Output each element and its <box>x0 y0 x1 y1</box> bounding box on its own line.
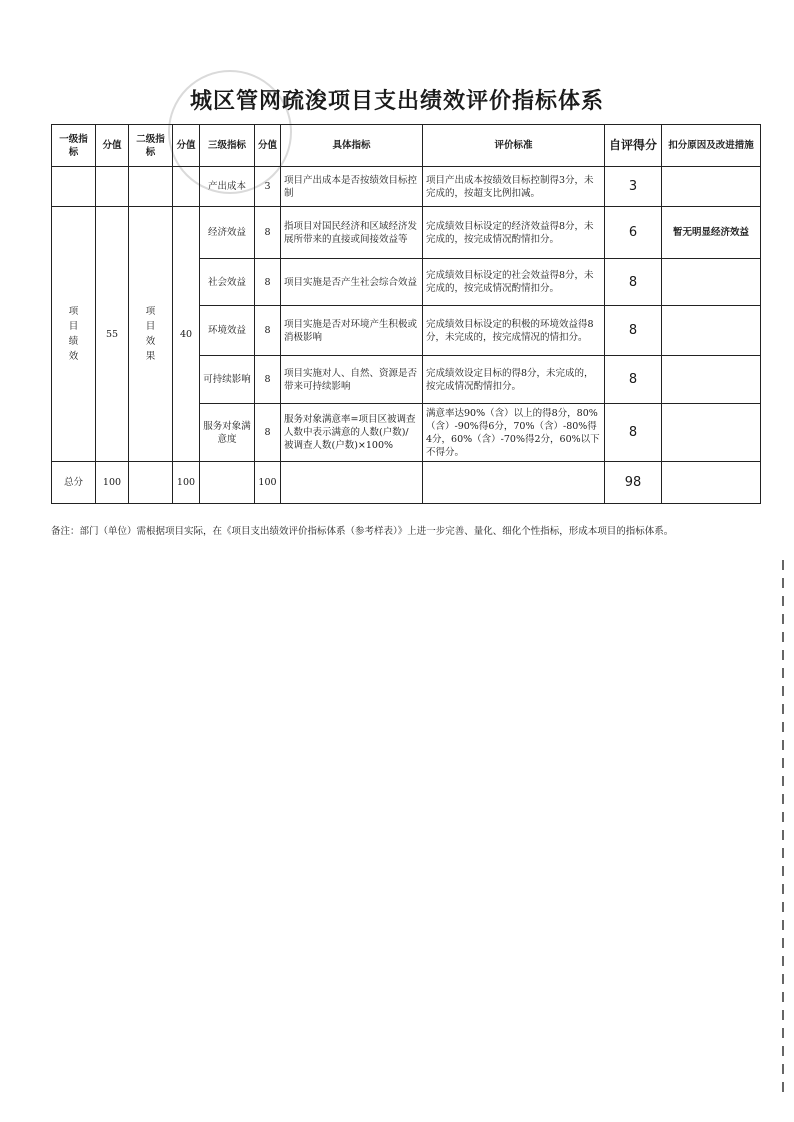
score-cell: 3 <box>255 167 281 207</box>
reason-cell: 暂无明显经济效益 <box>662 207 761 259</box>
table-header-row <box>52 125 761 167</box>
indicator-cell: 项目产出成本是否按绩效目标控制 <box>281 167 423 207</box>
header-indicator: 具体指标 <box>281 125 423 167</box>
criteria-cell: 完成绩效目标设定的经济效益得8分，未完成的，按完成情况酌情扣分。 <box>423 207 605 259</box>
table-row <box>52 167 761 207</box>
empty-cell <box>52 167 96 207</box>
indicator-cell: 项目实施是否对环境产生积极或消极影响 <box>281 306 423 356</box>
level1-cell: 项目绩效 <box>52 207 96 462</box>
scan-edge-mark <box>782 560 784 1100</box>
page-title: 城区管网疏浚项目支出绩效评价指标体系 <box>189 89 604 114</box>
score-cell: 8 <box>255 356 281 404</box>
level3-cell: 可持续影响 <box>200 356 255 404</box>
level2-cell: 项目效果 <box>129 207 173 462</box>
reason-cell <box>662 356 761 404</box>
self-score-cell: 3 <box>605 167 662 207</box>
total-label: 总分 <box>52 462 96 504</box>
criteria-cell: 满意率达90%（含）以上的得8分，80%（含）-90%得6分，70%（含）-80%得4分，60%（含）-70%得2分，60%以下不得分。 <box>423 404 605 462</box>
empty-cell <box>662 462 761 504</box>
total-level3-score: 100 <box>255 462 281 504</box>
self-score-cell: 6 <box>605 207 662 259</box>
score-cell: 8 <box>255 404 281 462</box>
self-score-cell: 8 <box>605 259 662 306</box>
criteria-cell: 完成绩效目标设定的社会效益得8分，未完成的，按完成情况酌情扣分。 <box>423 259 605 306</box>
level1-score-cell: 55 <box>96 207 129 462</box>
level3-cell: 社会效益 <box>200 259 255 306</box>
header-reason: 扣分原因及改进措施 <box>662 125 761 167</box>
empty-cell <box>96 167 129 207</box>
indicator-cell: 项目实施是否产生社会综合效益 <box>281 259 423 306</box>
header-score2: 分值 <box>173 125 200 167</box>
reason-cell <box>662 167 761 207</box>
total-level2-score: 100 <box>173 462 200 504</box>
level2-score-cell: 40 <box>173 207 200 462</box>
self-score-cell: 8 <box>605 404 662 462</box>
self-score-cell: 8 <box>605 306 662 356</box>
header-level2: 二级指标 <box>129 125 173 167</box>
empty-cell <box>200 462 255 504</box>
reason-cell <box>662 306 761 356</box>
empty-cell <box>281 462 423 504</box>
total-row <box>52 462 761 504</box>
score-cell: 8 <box>255 306 281 356</box>
empty-cell <box>173 167 200 207</box>
level3-cell: 服务对象满意度 <box>200 404 255 462</box>
criteria-cell: 完成绩效目标设定的积极的环境效益得8分，未完成的，按完成情况的情扣分。 <box>423 306 605 356</box>
header-level1: 一级指标 <box>52 125 96 167</box>
footnote: 备注：部门（单位）需根据项目实际，在《项目支出绩效评价指标体系（参考样表）》上进一步完善、量化、细化个性指标，形成本项目的指标体系。 <box>51 526 674 537</box>
criteria-cell: 项目产出成本按绩效目标控制得3分，未完成的，按超支比例扣减。 <box>423 167 605 207</box>
score-cell: 8 <box>255 259 281 306</box>
empty-cell <box>423 462 605 504</box>
header-level3: 三级指标 <box>200 125 255 167</box>
level3-cell: 环境效益 <box>200 306 255 356</box>
level3-cell: 产出成本 <box>200 167 255 207</box>
header-score1: 分值 <box>96 125 129 167</box>
self-score-cell: 8 <box>605 356 662 404</box>
indicator-cell: 服务对象满意率=项目区被调查人数中表示满意的人数(户数)/ 被调查人数(户数)×100% <box>281 404 423 462</box>
indicator-cell: 项目实施对人、自然、资源是否带来可持续影响 <box>281 356 423 404</box>
reason-cell <box>662 404 761 462</box>
total-level1-score: 100 <box>96 462 129 504</box>
header-score3: 分值 <box>255 125 281 167</box>
empty-cell <box>129 462 173 504</box>
indicator-cell: 指项目对国民经济和区域经济发展所带来的直接或间接效益等 <box>281 207 423 259</box>
empty-cell <box>129 167 173 207</box>
score-cell: 8 <box>255 207 281 259</box>
reason-cell <box>662 259 761 306</box>
header-criteria: 评价标准 <box>423 125 605 167</box>
level3-cell: 经济效益 <box>200 207 255 259</box>
indicator-table <box>51 124 761 504</box>
total-self-score: 98 <box>605 462 662 504</box>
header-self-score: 自评得分 <box>605 125 662 167</box>
table-row <box>52 207 761 259</box>
criteria-cell: 完成绩效设定目标的得8分，未完成的，按完成情况酌情扣分。 <box>423 356 605 404</box>
